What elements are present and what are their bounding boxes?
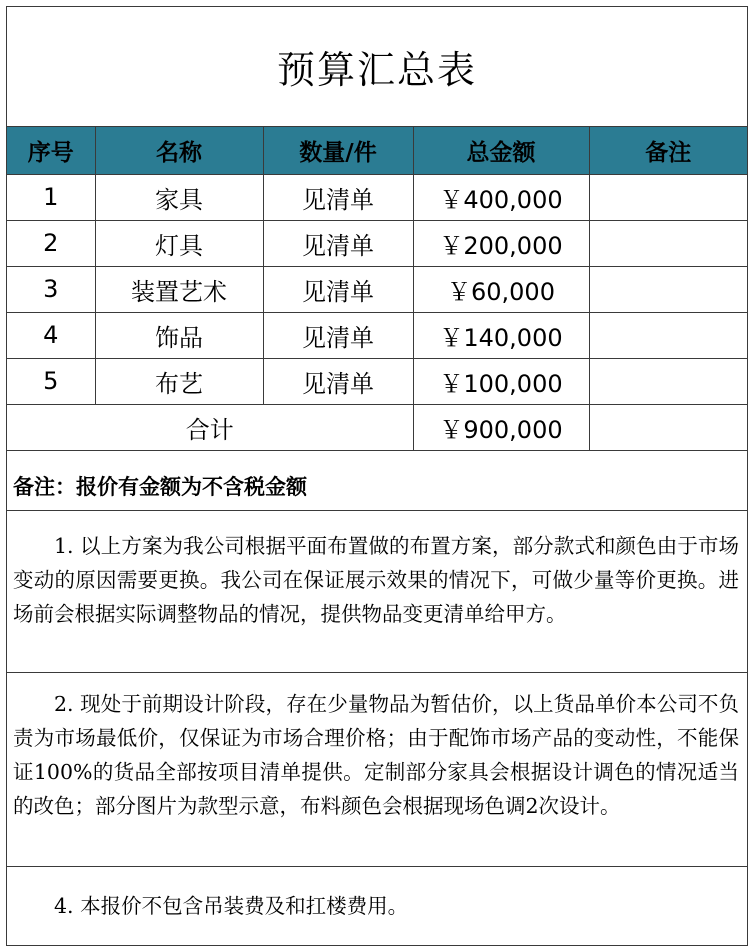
row-qty: 见清单 bbox=[263, 220, 413, 266]
header-qty: 数量/件 bbox=[263, 127, 413, 174]
table-row bbox=[7, 174, 747, 220]
header-name: 名称 bbox=[95, 127, 263, 174]
note-item: 4. 本报价不包含吊装费及和扛楼费用。 bbox=[54, 894, 409, 918]
row-remark bbox=[589, 174, 747, 220]
row-amount: ￥100,000 bbox=[413, 358, 589, 404]
row-no: 2 bbox=[7, 220, 95, 266]
row-name: 装置艺术 bbox=[95, 266, 263, 312]
note-item: 2. 现处于前期设计阶段，存在少量物品为暂估价，以上货品单价本公司不负责为市场最低价，仅保证为市场合理价格；由于配饰市场产品的变动性，不能保证100%的货品全部按项目清单提供。定制部分家具会根据设计调色的情况适当的改色；部分图片为款型示意，布料颜色会根据现场色调2次设计。 bbox=[7, 673, 747, 867]
row-no: 3 bbox=[7, 266, 95, 312]
row-amount: ￥60,000 bbox=[413, 266, 589, 312]
total-remark bbox=[589, 404, 747, 450]
page-title: 预算汇总表 bbox=[7, 7, 747, 127]
total-amount: ￥900,000 bbox=[413, 404, 589, 450]
row-qty: 见清单 bbox=[263, 358, 413, 404]
note-item: 1. 以上方案为我公司根据平面布置做的布置方案，部分款式和颜色由于市场变动的原因需要更换。我公司在保证展示效果的情况下，可做少量等价更换。进场前会根据实际调整物品的情况，提供物品变更清单给甲方。 bbox=[7, 511, 747, 673]
row-no: 1 bbox=[7, 174, 95, 220]
row-qty: 见清单 bbox=[263, 266, 413, 312]
row-remark bbox=[589, 266, 747, 312]
total-label: 合计 bbox=[7, 404, 413, 450]
row-remark bbox=[589, 358, 747, 404]
table-row bbox=[7, 266, 747, 312]
table-row bbox=[7, 220, 747, 266]
header-remark: 备注 bbox=[589, 127, 747, 174]
row-name: 布艺 bbox=[95, 358, 263, 404]
row-amount: ￥400,000 bbox=[413, 174, 589, 220]
budget-sheet bbox=[6, 6, 748, 946]
budget-table bbox=[7, 127, 747, 451]
row-remark bbox=[589, 220, 747, 266]
row-no: 4 bbox=[7, 312, 95, 358]
table-header-row bbox=[7, 127, 747, 174]
row-qty: 见清单 bbox=[263, 312, 413, 358]
row-name: 家具 bbox=[95, 174, 263, 220]
total-row bbox=[7, 404, 747, 450]
row-amount: ￥140,000 bbox=[413, 312, 589, 358]
row-name: 饰品 bbox=[95, 312, 263, 358]
row-remark bbox=[589, 312, 747, 358]
table-row bbox=[7, 358, 747, 404]
header-amount: 总金额 bbox=[413, 127, 589, 174]
row-qty: 见清单 bbox=[263, 174, 413, 220]
row-amount: ￥200,000 bbox=[413, 220, 589, 266]
table-row bbox=[7, 312, 747, 358]
notes-title: 备注：报价有金额为不含税金额 bbox=[7, 461, 747, 511]
row-no: 5 bbox=[7, 358, 95, 404]
header-no: 序号 bbox=[7, 127, 95, 174]
row-name: 灯具 bbox=[95, 220, 263, 266]
